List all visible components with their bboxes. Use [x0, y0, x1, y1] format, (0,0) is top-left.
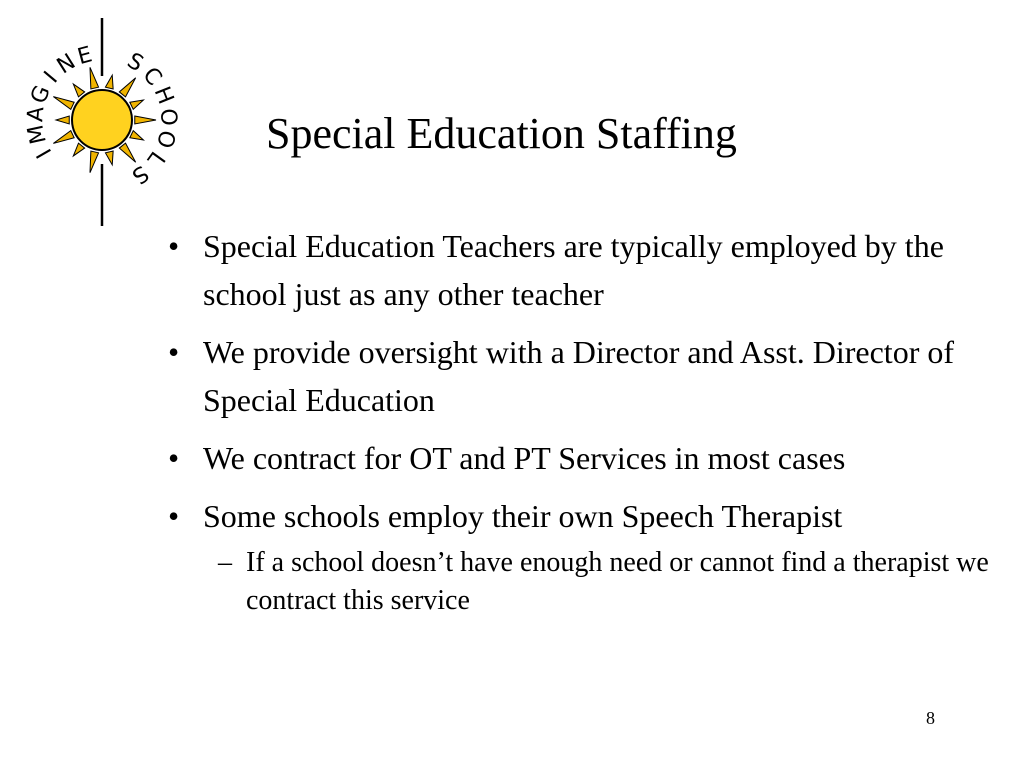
logo-letter: A [23, 105, 50, 123]
sub-bullet-marker: – [218, 547, 232, 578]
logo-letter: S [122, 48, 148, 78]
sun-ray [90, 151, 99, 173]
bullet-marker: • [168, 228, 180, 264]
logo-letter: E [74, 42, 95, 71]
sun-ray [53, 97, 74, 110]
bullet-list [166, 222, 996, 630]
sun-ray [119, 143, 135, 162]
sun-logo-graphic [18, 14, 198, 230]
sun-ray [130, 100, 144, 109]
bullet-item [166, 222, 996, 318]
imagine-schools-logo [18, 14, 198, 230]
logo-letter: O [155, 107, 181, 127]
logo-letter: H [148, 83, 178, 108]
bullet-text: We provide oversight with a Director and Asst. Director of Special Education [203, 334, 954, 418]
bullet-marker: • [168, 498, 180, 534]
logo-letter: I [32, 143, 58, 163]
sun-ray [130, 131, 144, 140]
sun-ray [56, 116, 69, 124]
sub-bullet-text: If a school doesn’t have enough need or cannot find a therapist we contract this service [246, 547, 989, 616]
sun-ray [73, 84, 84, 97]
logo-letter: I [39, 67, 64, 89]
logo-letter: O [150, 127, 180, 151]
slide-title: Special Education Staffing [266, 109, 737, 158]
logo-letter: C [137, 62, 167, 91]
page-number: 8 [926, 708, 935, 728]
logo-letter: S [127, 159, 153, 189]
bullet-item [166, 328, 996, 424]
logo-letter: G [26, 82, 56, 108]
sun-ray [105, 151, 113, 165]
sun-ray [90, 67, 99, 89]
bullet-item [166, 492, 996, 620]
bullet-item [166, 434, 996, 482]
sub-bullet-item [203, 544, 996, 620]
sub-bullet-list [203, 544, 996, 620]
sun-ray [105, 75, 113, 89]
logo-letter: M [23, 122, 52, 147]
bullet-marker: • [168, 334, 180, 370]
bullet-text: Some schools employ their own Speech Therapist [203, 498, 843, 534]
logo-letter: L [141, 146, 170, 171]
bullet-text: We contract for OT and PT Services in most cases [203, 440, 846, 476]
bullet-text: Special Education Teachers are typically employed by the school just as any other teacher [203, 228, 944, 312]
sun-ray [119, 78, 135, 97]
sun-ray [53, 131, 74, 144]
sun-ray [73, 143, 84, 156]
bullet-marker: • [168, 440, 180, 476]
sun-icon [72, 90, 132, 150]
logo-letter: N [52, 49, 81, 80]
sun-ray [135, 116, 156, 124]
